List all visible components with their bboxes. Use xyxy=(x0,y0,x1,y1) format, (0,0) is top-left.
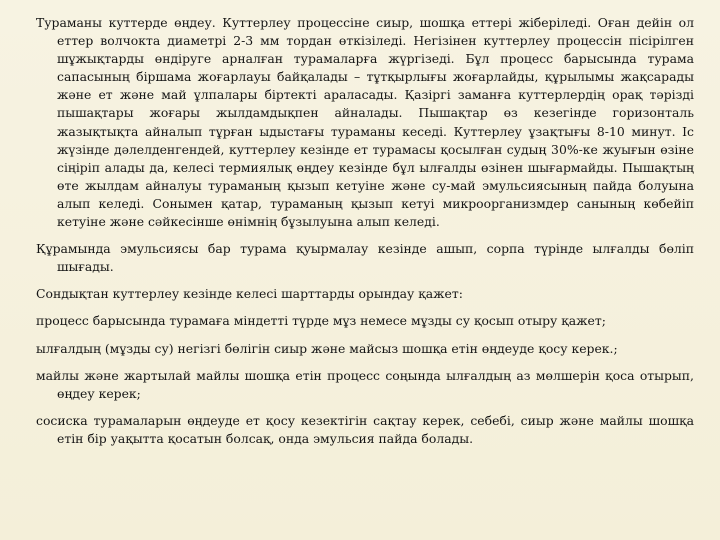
paragraph-conditions-heading: Сондықтан куттерлеу кезінде келесі шарттарды орындау қажет: xyxy=(36,286,463,302)
paragraph-emulsion: Құрамында эмульсиясы бар турама қуырмалау кезінде ашып, сорпа түрінде ылғалды бөліп шығады. xyxy=(36,241,694,275)
paragraph-condition-sausage: сосиска турамаларын өңдеуде ет қосу кезектігін сақтау керек, себебі, сиыр және майлы шошқа етін бір уақытта қосатын болсақ, онда эмульсия пайда болады. xyxy=(36,412,694,446)
document-body xyxy=(36,14,694,454)
paragraph-condition-fatty-pork: майлы және жартылай майлы шошқа етін процесс соңында ылғалдың аз мөлшерін қоса отырып, өңдеу керек; xyxy=(36,367,694,401)
paragraph-condition-moisture: ылғалдың (мұзды су) негізгі бөлігін сиыр және майсыз шошқа етін өңдеуде қосу керек.; xyxy=(36,340,618,356)
paragraph-condition-ice: процесс барысында турамаға міндетті түрде мұз немесе мұзды су қосып отыру қажет; xyxy=(36,313,606,329)
paragraph-cutter-processing: Тураманы куттерде өңдеу. Куттерлеу процессіне сиыр, шошқа еттері жіберіледі. Оған дейін ол еттер волчокта диаметрі 2-3 мм тордан өткізіледі. Негізінен куттерлеу процессін пісірілген шұжықтарды өндіруге арналған турамаларға жүргізеді. Бұл процесс барысында турама сапасының біршама жоғарлауы байқалады – тұтқырлығы жоғарлайды, құрылымы жақсарады және ет және май ұлпалары біртекті араласады. Қазіргі заманға куттерлердің орақ тәрізді пышақтары жоғары жылдамдықпен айналады. Пышақтар өз кезегінде горизонталь жазықтықта айналып тұрған ыдыстағы тураманы кеседі. Куттерлеу ұзақтығы 8-10 минут. Іс жүзінде дәлелденгендей, куттерлеу кезінде ет турамасы қосылған судың 30%-ке жуығын өзіне сіңіріп алады да, келесі термиялық өңдеу кезінде бұл ылғалды өзінен шығармайды. Пышақтың өте жылдам айналуы тураманың қызып кетуіне және су-май эмульсиясының пайда болуына алып келеді. Сонымен қатар, тураманың қызып кетуі микроорганизмдер санының көбейіп кетуіне және сәйкесінше өнімнің бұзылуына алып келеді. xyxy=(36,15,694,230)
